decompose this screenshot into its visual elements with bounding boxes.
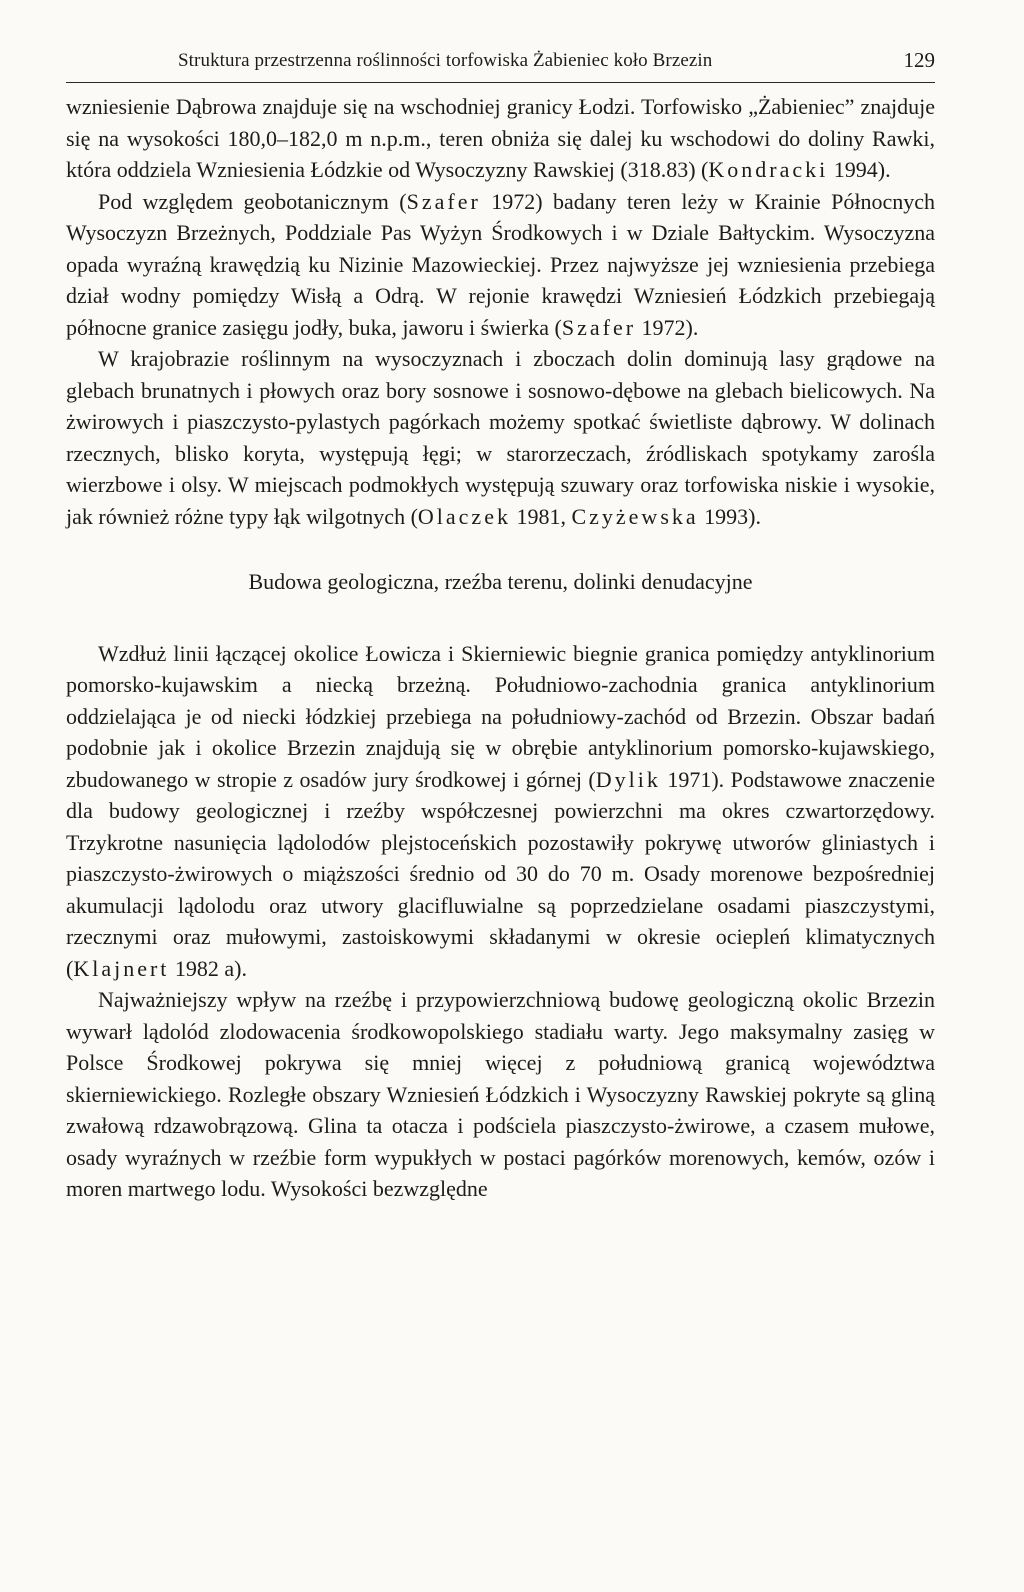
page-number: 129 — [903, 48, 935, 72]
body-text — [66, 91, 935, 1205]
citation-author: Klajnert — [73, 955, 170, 981]
paragraph-5: Najważniejszy wpływ na rzeźbę i przypowierzchniową budowę geologiczną okolic Brzezin wywarł lądolód zlodowacenia środkowopolskiego stadiału warty. Jego maksymalny zasięg w Polsce Środkowej pokrywa się mniej więcej z południową granicą województwa skierniewickiego. Rozległe obszary Wzniesień Łódzkich i Wysoczyzny Rawskiej pokryte są gliną zwałową rdzawobrązową. Glina ta otacza i podściela piaszczysto-żwirowe, a czasem mułowe, osady wyraźnych w rzeźbie form wypukłych w postaci pagórków morenowych, kemów, ozów i moren martwego lodu. Wysokości bezwzględne — [66, 987, 935, 1201]
citation-author: Olaczek — [417, 503, 511, 529]
citation-author: Czyżewska — [571, 503, 699, 529]
citation-author: Szafer — [406, 188, 481, 214]
paragraph-3: W krajobrazie roślinnym na wysoczyznach i zboczach dolin dominują lasy grądowe na glebach brunatnych i płowych oraz bory sosnowe i sosnowo-dębowe na glebach bielicowych. Na żwirowych i piaszczysto-pylastych pagórkach możemy spotkać świetliste dąbrowy. W dolinach rzecznych, blisko koryta, występują łęgi; w starorzeczach, źródliskach spotykamy zarośla wierzbowe i olsy. W miejscach podmokłych występują szuwary oraz torfowiska niskie i wysokie, jak również różne typy łąk wilgotnych (Olaczek 1981, Czyżewska 1993). — [66, 346, 935, 529]
running-header — [66, 44, 935, 83]
citation-author: Dylik — [595, 766, 661, 792]
citation-author: Szafer — [561, 314, 637, 340]
paragraph-1: wzniesienie Dąbrowa znajduje się na wschodniej granicy Łodzi. Torfowisko „Żabieniec” znajduje się na wysokości 180,0–182,0 m n.p.m., teren obniża się dalej ku wschodowi do doliny Rawki, która oddziela Wzniesienia Łódzkie od Wysoczyzny Rawskiej (318.83) (Kondracki 1994). — [66, 94, 935, 182]
page — [66, 44, 935, 1205]
paragraph-2: Pod względem geobotanicznym (Szafer 1972) badany teren leży w Krainie Północnych Wysoczyzn Brzeżnych, Poddziale Pas Wyżyn Środkowych i w Dziale Bałtyckim. Wysoczyzna opada wyraźną krawędzią ku Nizinie Mazowieckiej. Przez najwyższe jej wzniesienia przebiega dział wodny pomiędzy Wisłą a Odrą. W rejonie krawędzi Wzniesień Łódzkich przebiegają północne granice zasięgu jodły, buka, jaworu i świerka (Szafer 1972). — [66, 188, 935, 340]
header-title: Struktura przestrzenna roślinności torfowiska Żabieniec koło Brzezin — [178, 50, 713, 71]
paragraph-4: Wzdłuż linii łączącej okolice Łowicza i Skierniewic biegnie granica pomiędzy antyklinorium pomorsko-kujawskim a niecką brzeżną. Południowo-zachodnia granica antyklinorium oddzielająca je od niecki łódzkiej przebiega na południowy-zachód od Brzezin. Obszar badań podobnie jak i okolice Brzezin znajdują się w obrębie antyklinorium pomorsko-kujawskiego, zbudowanego w stropie z osadów jury środkowej i górnej (Dylik 1971). Podstawowe znaczenie dla budowy geologicznej i rzeźby współczesnej powierzchni ma okres czwartorzędowy. Trzykrotne nasunięcia lądolodów plejstoceńskich pozostawiły pokrywę utworów gliniastych i piaszczysto-żwirowych o miąższości średnio od 30 do 70 m. Osady morenowe bezpośredniej akumulacji lądolodu oraz utwory glacifluwialne są poprzedzielane osadami piaszczystymi, rzecznymi oraz mułowymi, zastoiskowymi składanymi w okresie ociepleń klimatycznych (Klajnert 1982 a). — [66, 640, 935, 981]
citation-author: Kondracki — [708, 157, 829, 182]
section-heading: Budowa geologiczna, rzeźba terenu, dolinki denudacyjne — [248, 569, 753, 594]
